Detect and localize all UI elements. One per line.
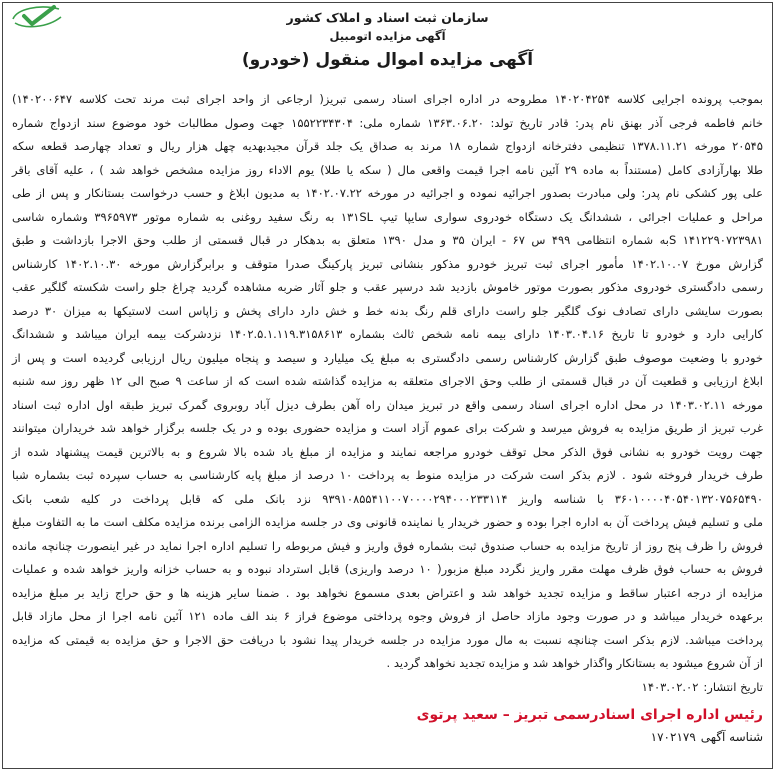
notice-text-line: ۲۰۵۴۵ مورخه ۱۳۷۸.۱۱.۲۱ تنظیمی دفترخانه ازدواج شماره ۱۸ مرند به صداق یک جلد قرآن مجیدبهدیه چهل هزار ریال و تعداد چهارصد قطعه سکه <box>12 139 763 153</box>
notice-text-line: طرف خریدار فروخته شود . لازم بذکر است شرکت در مزایده منوط به پرداخت ۱۰ درصد از مبلغ پایه کارشناسی به حساب سپرده ثبت بشماره شبا <box>12 468 763 482</box>
publication-date <box>642 676 763 699</box>
notice-text-line: مزایده از درجه اعتبار ساقط و مزایده تجدید خواهد شد و اعتراض بعدی مسموع نخواهد بود . ضمنا سایر هزینه ها و حق حراج زاید بر مبلغ مزایده <box>12 585 763 600</box>
notice-text-line: مراحل و عملیات اجرائی ، ششدانگ یک دستگاه خودروی سواری سایپا تیپ ۱۳۱SL به رنگ سفید روغنی به شماره موتور ۳۹۶۵۹۷۳ وشماره شاسی <box>12 209 763 224</box>
notice-text-line: کارایی دارد و خودرو تا تاریخ ۱۴۰۳.۰۴.۱۶ دارای بیمه نامه شخص ثالث بشماره ۱۴۰۲.۵.۱.۱۱۹.۳۱۵۸۶۱۳ نزدشرکت بیمه ایران میباشد و ششدانگ <box>12 327 764 341</box>
notice-text-line: ۱۴۱۲۲۹۰۷۲۳۹۸۱ Sبه شماره انتظامی ۴۹۹ س ۶۷ - ایران ۳۵ و مدل ۱۳۹۰ متعلق به بدهکار در قبال قسمتی از طلب وحق الاجرا بازداشت و طبق <box>12 233 764 247</box>
notice-text-line: علی پور کشکی نام پدر: ولی مبادرت بصدور اجرائیه نموده و اجرائیه در مورخه ۱۴۰۲.۰۷.۲۲ به مدیون ابلاغ و حسب درخواست بستانکار و پس از طی <box>12 186 763 200</box>
organization-name: سازمان ثبت اسناد و املاک کشور <box>286 10 489 25</box>
notice-text-line: بصورت سایشی دارای تصادف نوک گلگیر جلو راست دارای قلم رنگ بدنه خط و خش دارد دارای پخش و زاپاس است لاستیکها به میزان ۳۰ درصد <box>12 303 763 318</box>
notice-text-line: فروش به حساب فوق ظرف مهلت مقرر واریز نگردد مبلغ مزبور( ۱۰ درصد واریزی) قابل استرداد نبوده و به حساب خزانه واریز خواهد شده و عملیات <box>12 562 763 576</box>
notice-text-line: جهت رویت خودرو به نشانی فوق الذکر محل توقف خودرو مراجعه نمایند و مزایده از مبلغ یاد شده بالا شروع و به بالاترین قیمت پیشنهاد شده از <box>12 444 763 459</box>
publication-date-label: تاریخ انتشار: <box>703 680 763 694</box>
notice-text-line: گزارش مورخ ۱۴۰۲.۱۰.۰۷ مأمور اجرای ثبت تبریز خودرو مذکور بنشانی تبریز پارکینگ صدرا متوقف و برابرگزارش مورخه ۱۴۰۲.۱۰.۳۰ کارشناس <box>12 256 763 271</box>
publication-date-value: ۱۴۰۳.۰۲.۰۲ <box>641 680 699 694</box>
notice-text-line: خودرو با وضعیت موصوف طبق گزارش کارشناس رسمی دادگستری به مبلغ یک میلیارد و سیصد و پنجاه میلیون ریال ارزیابی گردیده است و پس از <box>12 350 763 365</box>
notice-text-line: غرب تبریز از طریق مزایده به فروش میرسد و شرکت برای عموم آزاد است و مزایده حضوری بوده و در یک جلسه برگزار خواهد شد خریداران میتوانند <box>12 421 763 435</box>
notice-id-value: ۱۷۰۲۱۷۹ <box>650 730 696 744</box>
notice-subtitle: آگهی مزایده اتومبیل <box>329 29 446 43</box>
notice-text-line: پرداخت میباشد. لازم بذکر است چنانچه نسبت به مال مورد مزایده در جلسه خریدار پیدا نشود با دریافت حق الاجرا و حق مزایده به قیمتی که مزایده <box>12 632 763 647</box>
notice-text-line: خانم فاطمه فرجی آذر بهنق نام پدر: قادر تاریخ تولد: ۱۳۶۳.۰۶.۲۰ شماره ملی: ۱۵۵۲۲۳۴۳۰۴ جهت وصول مطالبات خود موضوع سند ازدواج شماره <box>12 115 763 130</box>
notice-id <box>651 726 763 748</box>
notice-body <box>12 88 763 676</box>
notice-text-line: ابلاغ ارزیابی و قطعیت آن در قبال قسمتی از طلب وحق الاجرای متعلقه به مزایده گذاشته شده است که از ساعت ۹ صبح الی ۱۲ ظهر روز سه شنبه <box>12 374 763 388</box>
notice-text-line: ۳۶۰۱۰۰۰۰۴۰۵۴۰۱۳۲۰۷۵۶۵۴۹۰ با شناسه واریز ۹۳۹۱۰۸۵۵۴۱۱۰۰۷۰۰۰۰۲۹۴۰۰۰۲۳۳۱۱۴ نزد بانک ملی که قابل پرداخت در کلیه شعب بانک <box>12 491 763 506</box>
notice-text-line: فروش را ظرف پنج روز از تاریخ مزایده به حساب صندوق ثبت بشماره فوق واریز و فیش مربوطه را تسلیم اداره اجرا نماید در غیر اینصورت چنانچه مانده <box>12 538 763 553</box>
notice-text-line: بموجب پرونده اجرایی کلاسه ۱۴۰۲۰۴۲۵۴ مطروحه در اداره اجرای اسناد رسمی تبریز( ارجاعی از واحد اجرای ثبت مرند تحت کلاسه ۱۴۰۲۰۰۶۴۷) <box>12 92 763 106</box>
notice-title: آگهی مزایده اموال منقول (خودرو) <box>241 50 534 70</box>
notice-text-line: رسمی دادگستری خودروی مذکور بصورت موتور خاموش بازدید شد درسپر عقب و جلو آثار ضربه مشاهده گردید چراغ جلو راست شکسته گلگیر عقب <box>12 280 763 294</box>
notice-text-line: طلا بهارآزادی کامل (مستنداً به ماده ۲۹ آئین نامه اجرا قیمت واقعی مال ( سکه یا طلا) یوم الاداء روز مزایده مشخص خواهد شد ) ، علیه آقای باقر <box>12 162 763 177</box>
notice-id-label: شناسه آگهی <box>700 730 763 744</box>
signature-line: رئیس اداره اجرای اسنادرسمی تبریز – سعید پرتوی <box>416 707 763 723</box>
notice-text-line: ملی و تسلیم فیش پرداخت آن به اداره اجرا بوده و حضور خریدار یا نماینده قانونی وی در جلسه مزایده الزامی برنده مزایده مکلف است ما به التفاوت مبلغ <box>12 515 763 529</box>
notice-text-line: از آن شروع میشود به بستانکار واگذار خواهد شد و مزایده تجدید نخواهد گردید . <box>386 656 763 670</box>
notice-text-line: مورخه ۱۴۰۳.۰۲.۱۱ در محل اداره اجرای اسناد رسمی واقع در تبریز میدان راه آهن بطرف دیزل آباد روبروی گمرک تبریز طبقه اول اداره ثبت اسناد <box>12 397 763 412</box>
notice-text-line: برعهده خریدار میباشد و در صورت وجود مازاد حاصل از فروش وجوه پرداختی موضوع فراز ۶ بند الف ماده ۱۲۱ آئین نامه اجرا از محل مازاد قابل <box>12 609 764 623</box>
